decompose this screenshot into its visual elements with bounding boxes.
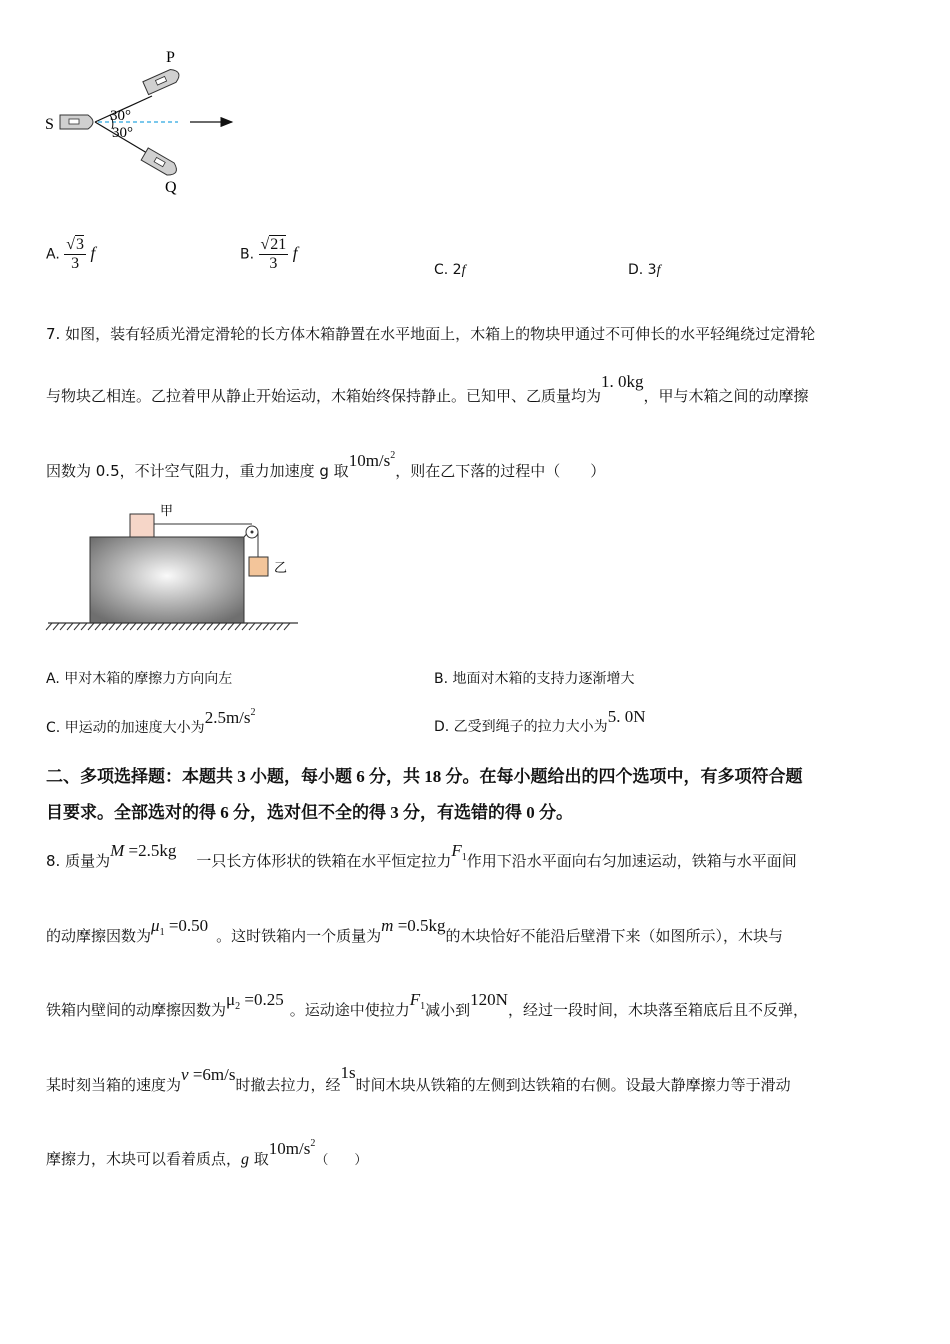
q6-option-c[interactable]: C. 2f — [434, 262, 466, 278]
q6-option-b[interactable]: B. $\frac{√21}{3}$ f — [240, 236, 298, 272]
q6-option-d[interactable]: D. 3f — [628, 262, 661, 278]
ground-hatch-mark — [137, 623, 143, 630]
ground-hatch-mark — [88, 623, 94, 630]
ground-hatch-mark — [165, 623, 171, 630]
q7-line-3: 因数为 0.5，不计空气阻力，重力加速度 g 取$10m/s^2$，则在乙下落的过程中（ ） — [46, 450, 606, 480]
q7-option-d[interactable]: D. 乙受到绳子的拉力大小为5. 0N — [434, 707, 646, 735]
ground-hatch-mark — [74, 623, 80, 630]
ground-hatch-mark — [249, 623, 255, 630]
q8-line-1: 8. 质量为M =2.5kg一只长方体形状的铁箱在水平恒定拉力$F_1$作用下沿水平面向右匀加速运动，铁箱与水平面间 — [46, 841, 797, 870]
ground-hatch-mark — [158, 623, 164, 630]
angle-bottom: 30° — [112, 125, 133, 141]
ground-hatch-mark — [284, 623, 290, 630]
ground-hatch-mark — [228, 623, 234, 630]
boat-tow-figure — [40, 40, 250, 205]
ground-hatch-mark — [263, 623, 269, 630]
q8-line-2: 的动摩擦因数为$\mu_1 =0.50$。这时铁箱内一个质量为m =0.5kg的木块恰好不能沿后壁滑下来（如图所示），木块与 — [46, 916, 784, 945]
label-yi: 乙 — [274, 561, 288, 576]
angle-top: 30° — [110, 108, 131, 124]
q7-option-b[interactable]: B. 地面对木箱的支持力逐渐增大 — [434, 671, 635, 687]
boat-q-icon — [141, 148, 179, 178]
ground-hatch-mark — [214, 623, 220, 630]
ground-hatch-mark — [172, 623, 178, 630]
block-yi — [249, 557, 268, 576]
ground-hatch-mark — [144, 623, 150, 630]
box-pulley-figure — [44, 500, 304, 636]
q8-line-4: 某时刻当箱的速度为v =6m/s时撤去拉力，经1s时间木块从铁箱的左侧到达铁箱的右侧。设最大静摩擦力等于滑动 — [46, 1063, 791, 1094]
label-p: P — [166, 49, 175, 66]
ground-hatch-mark — [207, 623, 213, 630]
ground-hatch-mark — [81, 623, 87, 630]
ground-hatch-mark — [116, 623, 122, 630]
ground-hatch-mark — [242, 623, 248, 630]
label-jia: 甲 — [160, 504, 174, 519]
section-2-heading-line-1: 二、多项选择题：本题共 3 小题，每小题 6 分，共 18 分。在每小题给出的四个选项中，有多项符合题 — [46, 767, 803, 786]
ground-hatch-mark — [109, 623, 115, 630]
boat-s-icon — [60, 115, 93, 129]
ground-hatch-mark — [186, 623, 192, 630]
ground-hatch-mark — [235, 623, 241, 630]
ground-hatch-mark — [256, 623, 262, 630]
ground-hatch-mark — [67, 623, 73, 630]
ground-hatch-mark — [95, 623, 101, 630]
q7-option-a[interactable]: A. 甲对木箱的摩擦力方向向左 — [46, 671, 233, 687]
ground-hatch-mark — [53, 623, 59, 630]
q8-line-5: 摩擦力，木块可以看着质点，g 取$10m/s^2$（ ） — [46, 1138, 368, 1168]
q7-line-2: 与物块乙相连。乙拉着甲从静止开始运动，木箱始终保持静止。已知甲、乙质量均为1. 0kg，甲与木箱之间的动摩擦 — [46, 372, 809, 405]
q8-line-3: 铁箱内壁间的动摩擦因数为$\mu_2 =0.25$。运动途中使拉力$F_1$减小到120N，经过一段时间，木块落至箱底后且不反弹， — [46, 990, 808, 1019]
ground-hatch-mark — [151, 623, 157, 630]
q6-option-a[interactable]: A. $\frac{√3}{3}$ f — [46, 236, 96, 272]
ground-hatch-mark — [221, 623, 227, 630]
block-jia — [130, 514, 154, 537]
ground-hatch-mark — [46, 623, 52, 630]
ground-hatch-mark — [102, 623, 108, 630]
ground-hatch-mark — [123, 623, 129, 630]
q7-option-c[interactable]: C. 甲运动的加速度大小为$2.5m/s^2$ — [46, 707, 256, 736]
section-2-heading-line-2: 目要求。全部选对的得 6 分，选对但不全的得 3 分，有选错的得 0 分。 — [46, 803, 573, 822]
ground-hatch-mark — [179, 623, 185, 630]
ground-hatch-mark — [193, 623, 199, 630]
ground-hatch-mark — [270, 623, 276, 630]
label-s: S — [45, 116, 54, 133]
ground-hatch-mark — [277, 623, 283, 630]
ground-hatch-mark — [130, 623, 136, 630]
label-q: Q — [165, 179, 177, 196]
boat-p-icon — [143, 67, 182, 94]
q7-line-1: 7. 如图，装有轻质光滑定滑轮的长方体木箱静置在水平地面上，木箱上的物块甲通过不可伸长的水平轻绳绕过定滑轮 — [46, 325, 816, 343]
ground-hatch-mark — [60, 623, 66, 630]
ground-hatch-mark — [200, 623, 206, 630]
